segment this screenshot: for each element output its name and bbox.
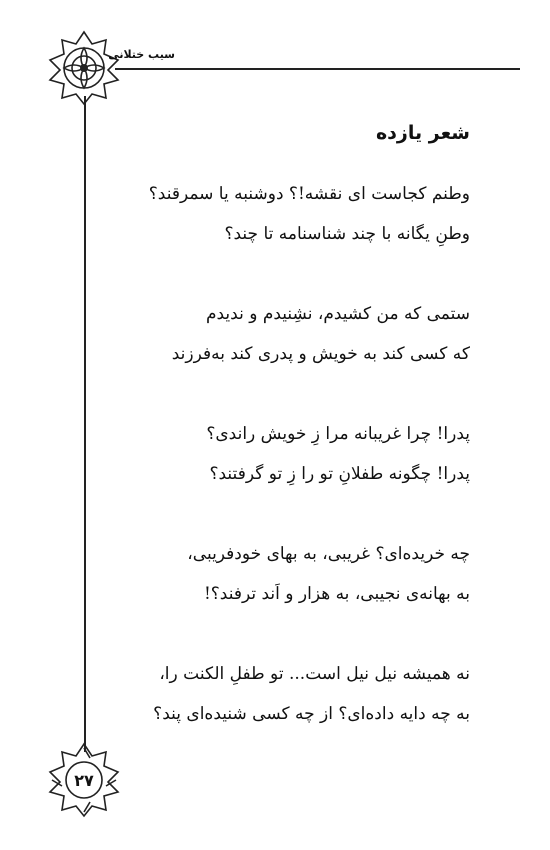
stanza — [130, 414, 470, 494]
running-header: سیب ختلانی — [108, 48, 175, 61]
poem-line: ستمی که من کشیدم، نشِنیدم و ندیدم — [205, 304, 470, 324]
poem-line: پدرا! چگونه طفلانِ تو را زِ تو گرفتند؟ — [209, 464, 470, 484]
poem-line: که کسی کند به خویش و پدری کند به‌فرزند — [171, 344, 470, 364]
poem-line: وطنم کجاست ای نقشه!؟ دوشنبه یا سمرقند؟ — [148, 184, 470, 204]
poem-line: پدرا! چرا غریبانه مرا زِ خویش راندی؟ — [206, 424, 470, 444]
poem-line: به چه دایه داده‌ای؟ از چه کسی شنیده‌ای پند؟ — [153, 704, 470, 724]
ornament-medallion-icon — [46, 30, 122, 106]
poem-line: وطنِ یگانه با چند شناسنامه تا چند؟ — [224, 224, 470, 244]
stanza — [130, 294, 470, 374]
poem — [130, 120, 470, 774]
stanza — [130, 174, 470, 254]
poem-line: چه خریده‌ای؟ غریبی، به بهای خودفریبی، — [187, 544, 470, 564]
poem-line: نه همیشه نیل نیل است... تو طفلِ الکنت را، — [159, 664, 470, 684]
poem-title: شعر یازده — [375, 122, 470, 144]
margin-rule — [84, 96, 86, 752]
stanza — [130, 534, 470, 614]
header-rule — [115, 68, 520, 70]
page-number: ۲۷ — [74, 770, 94, 790]
stanza — [130, 654, 470, 734]
poem-line: به بهانه‌ی نجیبی، به هزار و اَند ترفند؟! — [203, 584, 470, 604]
